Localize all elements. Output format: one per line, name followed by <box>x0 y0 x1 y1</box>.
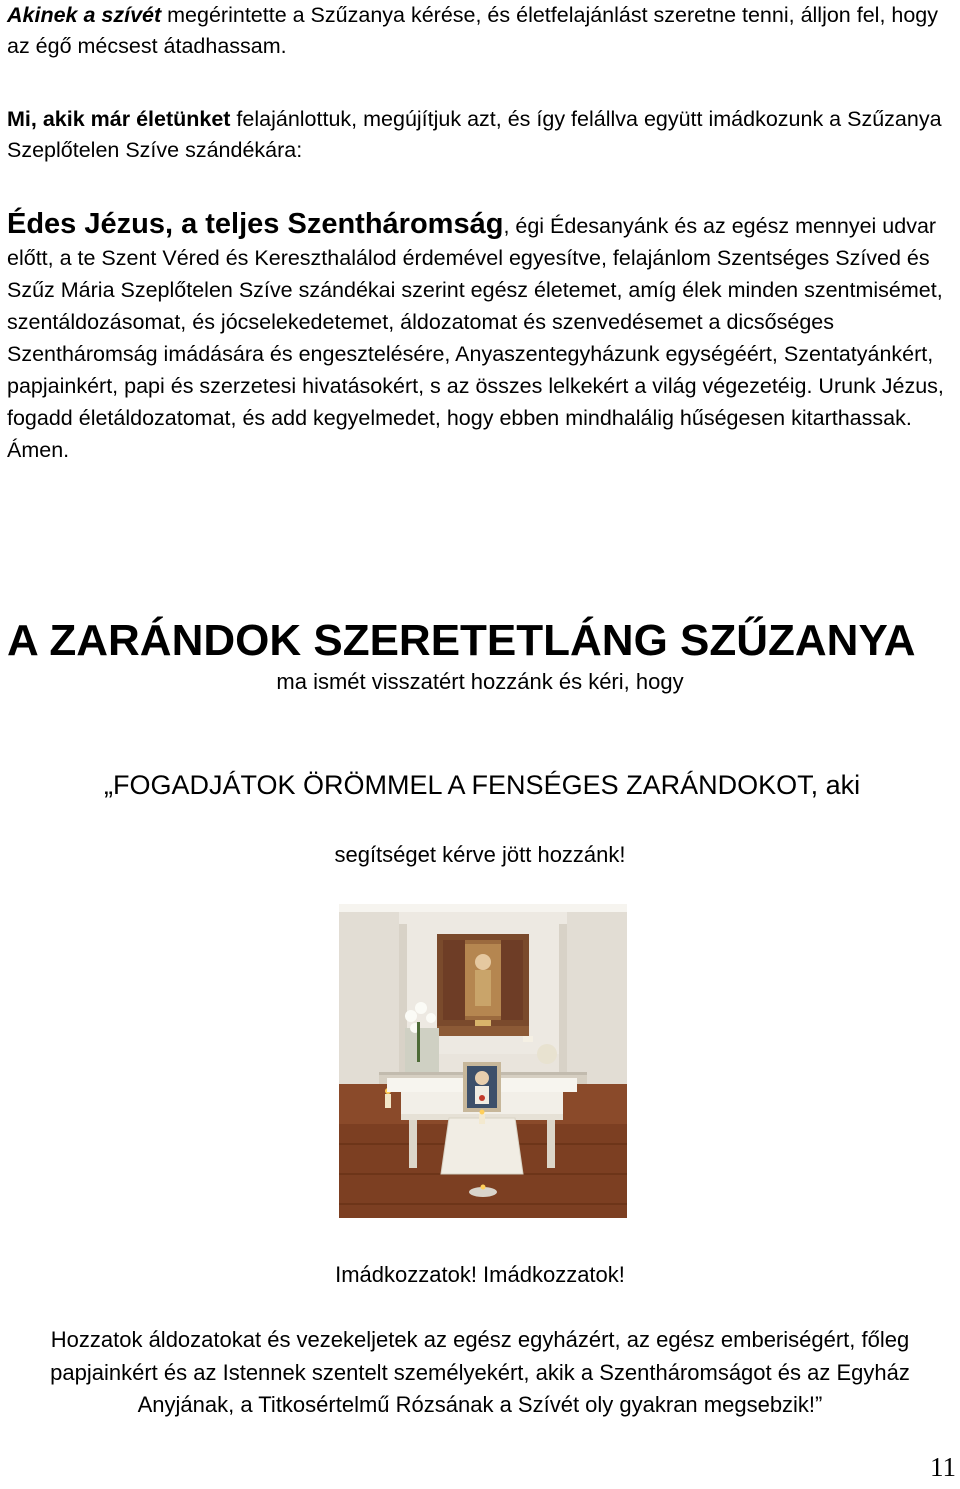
intro-paragraph <box>7 0 955 62</box>
offering-prayer <box>7 208 955 466</box>
prayer-text: , égi Édesanyánk és az egész mennyei udvar előtt, a te Szent Véred és Kereszthalálod érdemével egyesítve, felajánlom Szentséges Szíved és Szűz Mária Szeplőtelen Szíve szándékai szerint egész életemet, amíg élek minden szentmisémet, szentáldozásomat, és jócselekedetemet, áldozatomat és szenvedésemet a dicsőséges Szentháromság imádására és engesztelésére, Anyaszentegyházunk egységéért, Szentatyánkért, papjainkért, papi és szerzetesi hivatásokért, s az összes lelkekért a világ végezetéig. Urunk Jézus, fogadd életáldozatomat, és add kegyelmedet, hogy ebben mindhalálig hűségesen kitarthassak. Ámen. <box>7 214 944 462</box>
intro-text: megérintette a Szűzanya kérése, és életfelajánlást szeretne tenni, álljon fel, hogy az égő mécsest átadhassam. <box>7 3 939 58</box>
renewal-lead: Mi, akik már életünket <box>7 107 231 131</box>
renewal-paragraph <box>7 104 955 166</box>
callout-line: „FOGADJÁTOK ÖRÖMMEL A FENSÉGES ZARÁNDOKOT, aki <box>104 770 861 800</box>
page-number: 11 <box>930 1452 956 1482</box>
closing-paragraph: Hozzatok áldozatokat és vezekeljetek az egész egyházért, az egész emberiségért, főleg papjainkért és az Istennek szentelt személyekért, akik a Szentháromságot és az Egyház Anyjának, a Titkosértelmű Rózsának a Szívét oly gyakran megsebzik!” <box>50 1327 910 1417</box>
pray-exhortation: Imádkozzatok! Imádkozzatok! <box>335 1262 625 1287</box>
section-subheading: ma ismét visszatért hozzánk és kéri, hogy <box>276 669 684 694</box>
intro-lead: Akinek a szívét <box>7 3 162 27</box>
chapel-altar-illustration <box>339 904 627 1218</box>
chapel-altar-photo <box>339 904 627 1218</box>
prayer-lead: Édes Jézus, a teljes Szentháromság <box>7 208 504 240</box>
section-heading: A ZARÁNDOK SZERETETLÁNG SZŰZANYA <box>7 616 916 665</box>
callout-continuation: segítséget kérve jött hozzánk! <box>334 842 626 867</box>
renewal-text: felajánlottuk, megújítjuk azt, és így felállva együtt imádkozunk a Szűzanya Szeplőtelen Szíve szándékára: <box>7 107 942 162</box>
